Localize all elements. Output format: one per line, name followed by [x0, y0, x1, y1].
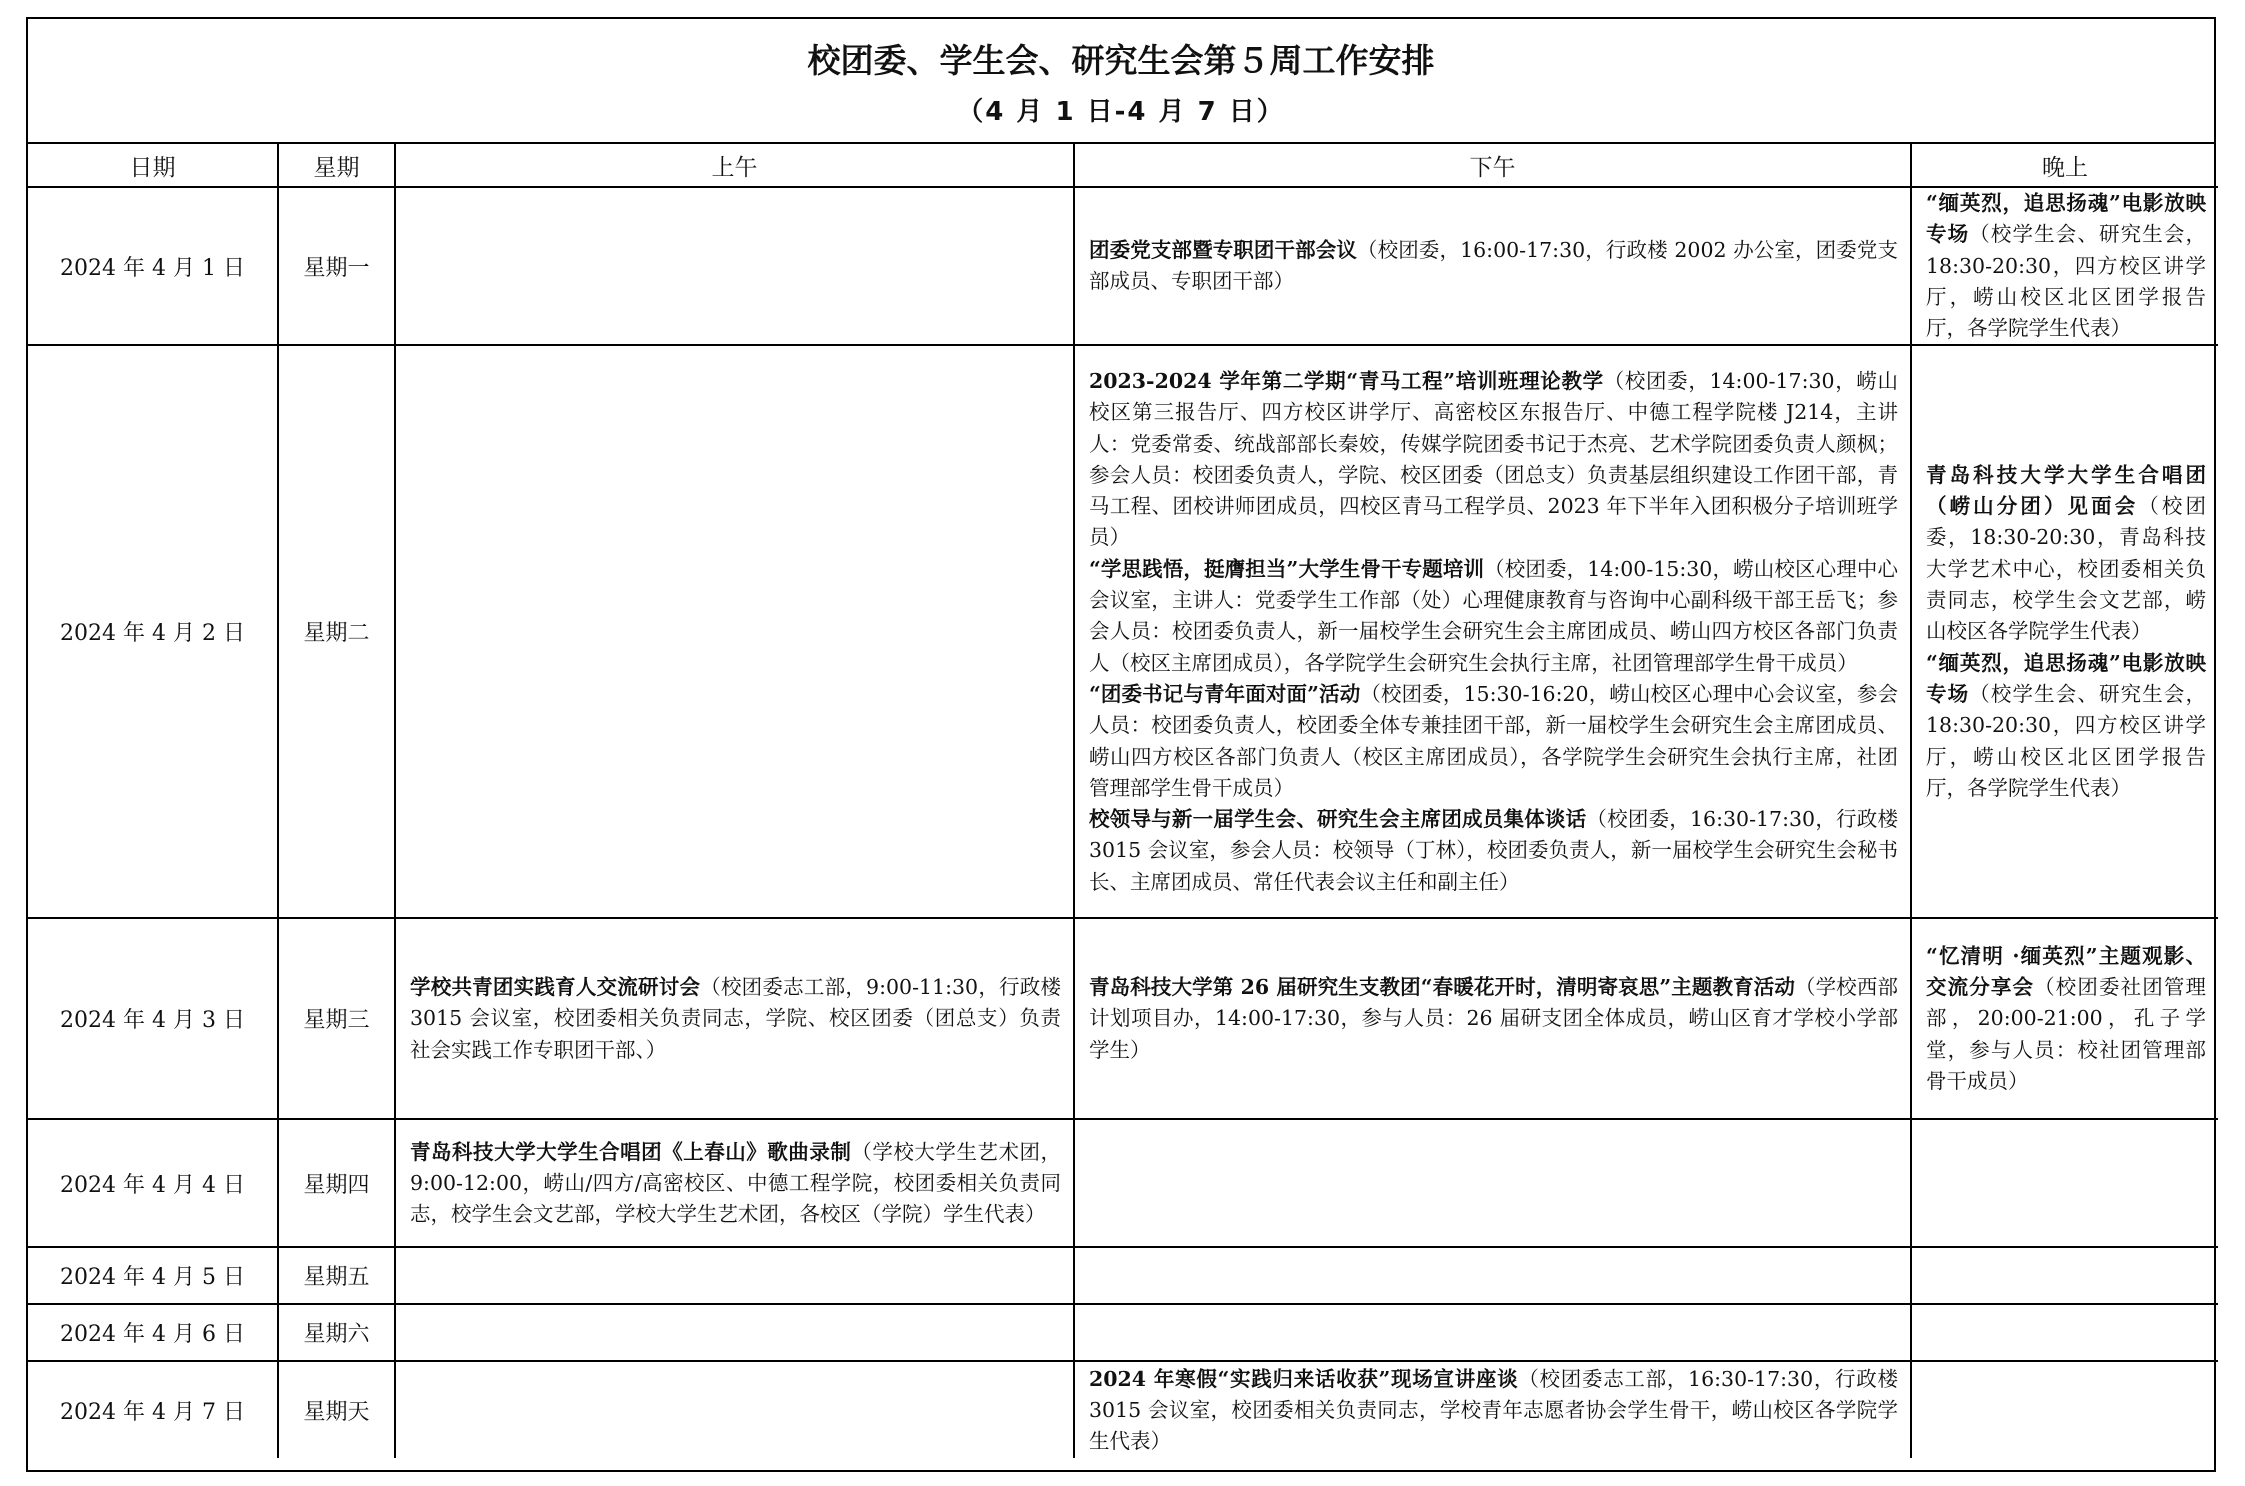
- event-entry: [1926, 941, 2206, 1097]
- schedule-body: [28, 187, 2218, 1458]
- event-title: 学校共青团实践育人交流研讨会: [410, 975, 701, 1000]
- date-cell: 2024 年 4 月 2 日: [28, 345, 278, 918]
- event-title: “缅英烈，追思扬魂”电影放映专场: [1926, 650, 2206, 706]
- morning-cell: [395, 1304, 1074, 1361]
- event-detail: （校团委，14:00-17:30，崂山校区第三报告厅、四方校区讲学厅、高密校区东报告厅、中德工程学院楼 J214，主讲人：党委常委、统战部部长秦姣，传媒学院团委书记于杰亮、艺术学院团委负责人颜枫；参会人员：校团委负责人，学院、校区团委（团总支）负责基层组织建设工作团干部，青马工程、团校讲师团成员，四校区青马工程学员、2023 年下半年入团积极分子培训班学员）: [1089, 368, 1898, 550]
- event-entry: [1089, 235, 1898, 298]
- event-detail: （校团委，18:30-20:30，青岛科技大学艺术中心，校团委相关负责同志，校学生会文艺部，崂山校区各学院学生代表）: [1926, 494, 2207, 644]
- schedule-row: [28, 918, 2218, 1119]
- header-row: [28, 144, 2218, 187]
- afternoon-cell: [1074, 1119, 1911, 1247]
- weekday-cell: 星期天: [278, 1361, 395, 1458]
- morning-cell: [395, 1119, 1074, 1247]
- afternoon-cell: [1074, 345, 1911, 918]
- schedule-row: [28, 1247, 2218, 1304]
- event-title: 2023-2024 学年第二学期“青马工程”培训班理论教学: [1089, 368, 1604, 393]
- morning-cell: [395, 1247, 1074, 1304]
- evening-cell: [1911, 1361, 2218, 1458]
- header-afternoon: 下午: [1074, 144, 1911, 187]
- afternoon-cell: [1074, 918, 1911, 1119]
- schedule-row: [28, 1119, 2218, 1247]
- event-detail: （校团委，16:00-17:30，行政楼 2002 办公室，团委党支部成员、专职团干部）: [1089, 237, 1898, 294]
- morning-cell: [395, 345, 1074, 918]
- event-entry: [1089, 366, 1898, 554]
- weekday-cell: 星期五: [278, 1247, 395, 1304]
- event-detail: （校团委，14:00-15:30，崂山校区心理中心会议室，主讲人：党委学生工作部（处）心理健康教育与咨询中心副科级干部王岳飞；参会人员：校团委负责人，新一届校学生会研究生会主席团成员、崂山四方校区各部门负责人（校区主席团成员），各学院学生会研究生会执行主席，社团管理部学生骨干成员）: [1089, 556, 1898, 675]
- event-entry: [1926, 188, 2206, 344]
- event-detail: （校团委志工部，9:00-11:30，行政楼 3015 会议室，校团委相关负责同志，学院、校区团委（团总支）负责社会实践工作专职团干部、）: [410, 975, 1062, 1062]
- event-detail: （校团委，16:30-17:30，行政楼 3015 会议室，参会人员：校领导（丁林），校团委负责人，新一届校学生会研究生会秘书长、主席团成员、常任代表会议主任和副主任）: [1089, 807, 1898, 894]
- schedule-row: [28, 1304, 2218, 1361]
- weekday-cell: 星期三: [278, 918, 395, 1119]
- evening-cell: [1911, 1119, 2218, 1247]
- afternoon-cell: [1074, 1304, 1911, 1361]
- schedule-sheet: [26, 17, 2216, 1472]
- schedule-table: [28, 144, 2218, 1458]
- afternoon-cell: [1074, 1361, 1911, 1458]
- event-title: 青岛科技大学大学生合唱团（崂山分团）见面会: [1926, 462, 2206, 519]
- event-entry: [1926, 460, 2206, 648]
- weekday-cell: 星期一: [278, 187, 395, 345]
- event-detail: （学校大学生艺术团，9:00-12:00，崂山/四方/高密校区、中德工程学院，校团委相关负责同志，校学生会文艺部，学校大学生艺术团，各校区（学院）学生代表）: [410, 1139, 1062, 1227]
- date-cell: 2024 年 4 月 1 日: [28, 187, 278, 345]
- page-title: 校团委、学生会、研究生会第５周工作安排: [807, 41, 1435, 80]
- header-weekday: 星期: [278, 144, 395, 187]
- event-title: “团委书记与青年面对面”活动: [1089, 681, 1361, 706]
- event-detail: （校团委志工部，16:30-17:30，行政楼 3015 会议室，校团委相关负责同志，学校青年志愿者协会学生骨干，崂山校区各学院学生代表）: [1089, 1366, 1898, 1454]
- date-cell: 2024 年 4 月 5 日: [28, 1247, 278, 1304]
- weekday-cell: 星期二: [278, 345, 395, 918]
- evening-cell: [1911, 1247, 2218, 1304]
- page-subtitle: （4 月 1 日-4 月 7 日）: [957, 97, 1285, 127]
- date-cell: 2024 年 4 月 4 日: [28, 1119, 278, 1247]
- event-entry: [410, 1137, 1061, 1231]
- schedule-row: [28, 187, 2218, 345]
- event-title: 2024 年寒假“实践归来话收获”现场宣讲座谈: [1089, 1366, 1519, 1391]
- evening-cell: [1911, 918, 2218, 1119]
- afternoon-cell: [1074, 187, 1911, 345]
- event-title: 团委党支部暨专职团干部会议: [1089, 237, 1358, 262]
- event-title: “学思践悟，挺膺担当”大学生骨干专题培训: [1089, 556, 1485, 581]
- weekday-cell: 星期六: [278, 1304, 395, 1361]
- schedule-row: [28, 345, 2218, 918]
- event-entry: [1089, 554, 1898, 679]
- event-title: 校领导与新一届学生会、研究生会主席团成员集体谈话: [1089, 807, 1587, 832]
- event-entry: [1089, 804, 1898, 898]
- afternoon-cell: [1074, 1247, 1911, 1304]
- event-entry: [1089, 972, 1898, 1066]
- event-entry: [1926, 648, 2206, 804]
- event-entry: [1089, 1364, 1898, 1458]
- morning-cell: [395, 187, 1074, 345]
- morning-cell: [395, 918, 1074, 1119]
- event-detail: （学校西部计划项目办，14:00-17:30，参与人员：26 届研支团全体成员，崂山区育才学校小学部学生）: [1089, 975, 1899, 1062]
- evening-cell: [1911, 345, 2218, 918]
- event-title: “忆清明 ·缅英烈”主题观影、交流分享会: [1926, 943, 2206, 1000]
- weekday-cell: 星期四: [278, 1119, 395, 1247]
- event-detail: （校团委社团管理部，20:00-21:00，孔子学堂，参与人员：校社团管理部骨干成员）: [1926, 975, 2206, 1093]
- title-block: [28, 19, 2214, 144]
- event-detail: （校团委，15:30-16:20，崂山校区心理中心会议室，参会人员：校团委负责人，校团委全体专兼挂团干部，新一届校学生会研究生会主席团成员、崂山四方校区各部门负责人（校区主席团成员），各学院学生会研究生会执行主席，社团管理部学生骨干成员）: [1089, 681, 1898, 800]
- event-detail: （校学生会、研究生会，18:30-20:30，四方校区讲学厅，崂山校区北区团学报告厅，各学院学生代表）: [1926, 681, 2206, 800]
- event-entry: [410, 972, 1061, 1066]
- event-detail: （校学生会、研究生会，18:30-20:30，四方校区讲学厅，崂山校区北区团学报告厅，各学院学生代表）: [1926, 222, 2206, 341]
- event-entry: [1089, 679, 1898, 804]
- morning-cell: [395, 1361, 1074, 1458]
- event-title: “缅英烈，追思扬魂”电影放映专场: [1926, 191, 2206, 247]
- date-cell: 2024 年 4 月 6 日: [28, 1304, 278, 1361]
- event-title: 青岛科技大学大学生合唱团《上春山》歌曲录制: [410, 1139, 852, 1164]
- schedule-row: [28, 1361, 2218, 1458]
- evening-cell: [1911, 1304, 2218, 1361]
- date-cell: 2024 年 4 月 3 日: [28, 918, 278, 1119]
- event-title: 青岛科技大学第 26 届研究生支教团“春暖花开时，清明寄哀思”主题教育活动: [1089, 975, 1796, 1000]
- evening-cell: [1911, 187, 2218, 345]
- header-morning: 上午: [395, 144, 1074, 187]
- header-date: 日期: [28, 144, 278, 187]
- date-cell: 2024 年 4 月 7 日: [28, 1361, 278, 1458]
- header-evening: 晚上: [1911, 144, 2218, 187]
